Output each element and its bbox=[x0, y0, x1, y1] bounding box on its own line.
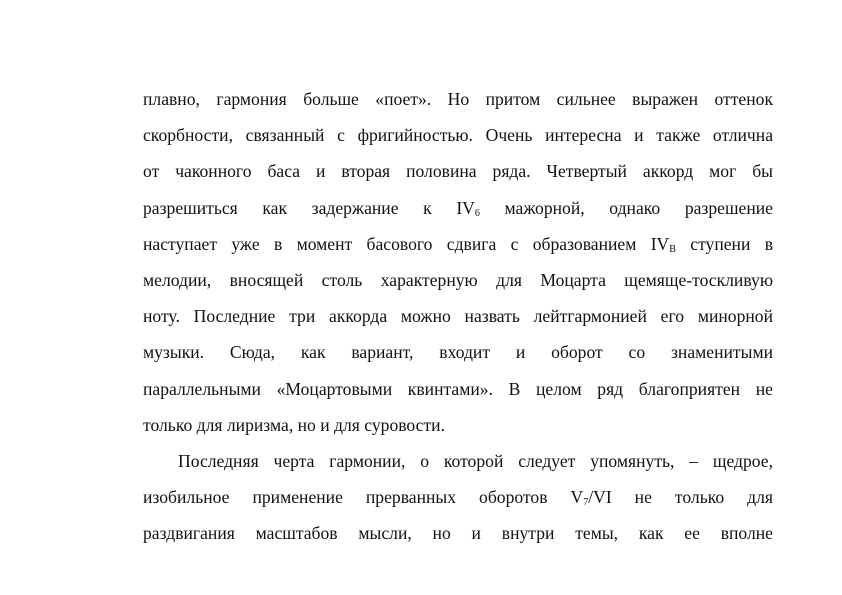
text-line: скорбности, связанный с фригийностью. Очень интересна и также отлична bbox=[143, 125, 773, 146]
text-line: только для лиризма, но и для суровости. bbox=[143, 414, 445, 435]
text-line: параллельными «Моцартовыми квинтами». В целом ряд благоприятен не bbox=[143, 378, 773, 399]
text-segment: мажорной, однако разрешение bbox=[479, 197, 773, 218]
text-line: от чаконного баса и вторая половина ряда. Четвертый аккорд мог бы bbox=[143, 161, 773, 182]
paragraph-1 bbox=[143, 86, 773, 448]
subscript: 6 bbox=[474, 207, 480, 219]
text-line: мелодии, вносящей столь характерную для Моцарта щемяще-тоскливую bbox=[143, 269, 773, 290]
paragraph-2 bbox=[143, 448, 773, 557]
text-line: ноту. Последние три аккорда можно назвать лейтгармонией его минорной bbox=[143, 306, 773, 327]
text-segment: изобильное применение прерванных оборотов V bbox=[143, 487, 584, 508]
subscript: В bbox=[669, 243, 676, 255]
text-line bbox=[143, 484, 773, 520]
text-line: плавно, гармония больше «поет». Но притом сильнее выражен оттенок bbox=[143, 89, 773, 109]
text-segment: /VI не только для bbox=[588, 487, 773, 508]
text-segment: наступает уже в момент басового сдвига с образованием IV bbox=[143, 233, 670, 254]
text-line: музыки. Сюда, как вариант, входит и оборот со знаменитыми bbox=[143, 342, 773, 363]
text-line: раздвигания масштабов мысли, но и внутри темы, как ее вполне bbox=[143, 523, 773, 544]
text-line: Последняя черта гармонии, о которой следует упомянуть, – щедрое, bbox=[178, 450, 773, 471]
text-line bbox=[143, 231, 773, 267]
document-body bbox=[143, 86, 773, 556]
text-segment: ступени в bbox=[675, 233, 773, 254]
text-line bbox=[143, 195, 773, 231]
subscript: 7 bbox=[583, 497, 589, 509]
text-segment: разрешиться как задержание к IV bbox=[143, 197, 475, 218]
